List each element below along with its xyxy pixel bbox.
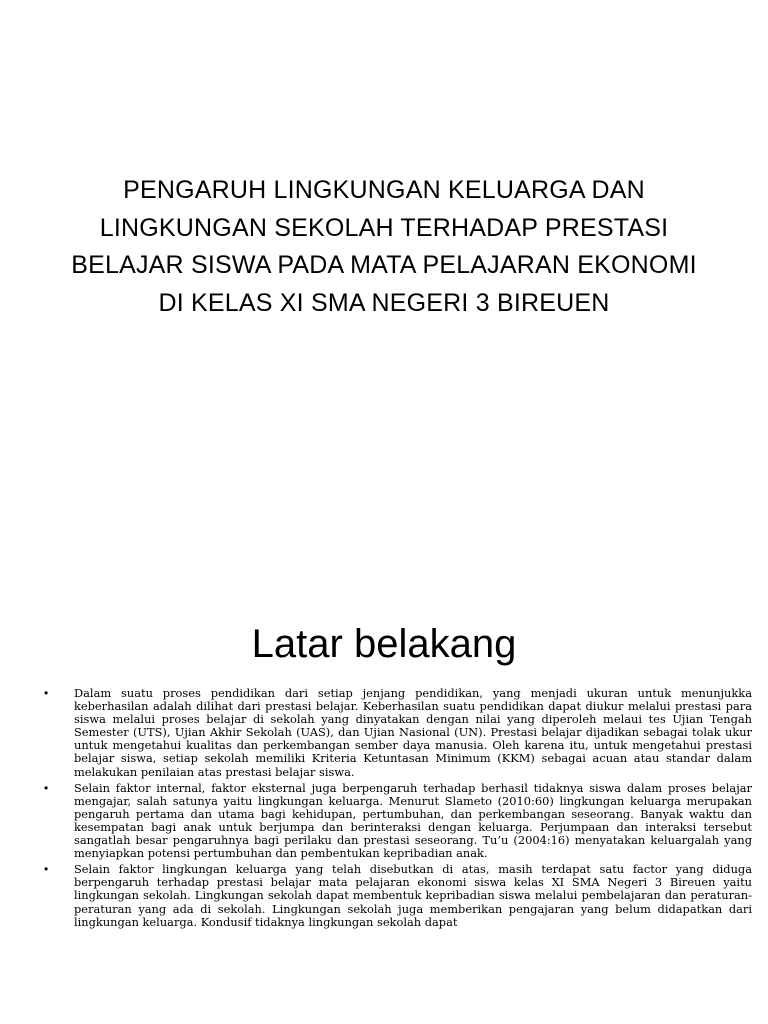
content-slide <box>0 596 768 1024</box>
slide-title-line-3: BELAJAR SISWA PADA MATA PELAJARAN EKONOMI <box>71 251 697 279</box>
bullet-icon: • <box>44 686 49 700</box>
slide-title-line-2: LINGKUNGAN SEKOLAH TERHADAP PRESTASI <box>99 213 669 242</box>
bullet-text: Dalam suatu proses pendidikan dari setiap jenjang pendidikan, yang menjadi ukuran untuk menunjukka keberhasilan adalah dilihat dari prestasi belajar. Keberhasilan suatu pendidikan dapat diukur melalui prestasi para siswa melalui proses belajar di sekolah yang dinyatakan dengan nilai yang diperoleh melaui tes Ujian Tengah Semester (UTS), Ujian Akhir Sekolah (UAS), dan Ujian Nasional (UN). Prestasi belajar dijadikan sebagai tolak ukur untuk mengetahui kualitas dan perkembangan sember daya manusia. Oleh karena itu, untuk mengetahui prestasi belajar siswa, setiap sekolah memiliki Kriteria Ketuntasan Minimum (KKM) sebagai acuan atau standar dalam melakukan penilaian atas prestasi belajar siswa. <box>74 686 752 779</box>
bullet-text: Selain faktor lingkungan keluarga yang telah disebutkan di atas, masih terdapat satu factor yang diduga berpengaruh terhadap prestasi belajar mata pelajaran ekonomi siswa kelas XI SMA Negeri 3 Bireuen yaitu lingkungan sekolah. Lingkungan sekolah dapat membentuk kepribadian siswa melalui pembelajaran dan peraturan-peraturan yang ada di sekolah. Lingkungan sekolah juga memberikan pengajaran yang belum didapatkan dari lingkungan keluarga. Kondusif tidaknya lingkungan sekolah dapat <box>74 862 752 929</box>
bullet-list <box>40 687 752 932</box>
slide-title-line-4: DI KELAS XI SMA NEGERI 3 BIREUEN <box>158 288 610 317</box>
bullet-icon: • <box>44 780 49 795</box>
section-heading: Latar belakang <box>251 622 517 666</box>
slide-title <box>70 172 698 322</box>
bullet-item-1 <box>40 687 752 779</box>
bullet-item-2 <box>40 782 752 861</box>
bullet-text: Selain faktor internal, faktor eksternal juga berpengaruh terhadap berhasil tidaknya siswa dalam proses belajar mengajar, salah satunya yaitu lingkungan keluarga. Menurut Slameto (2010:60) lingkungan keluarga merupakan pengaruh pertama dan utama bagi kehidupan, pertumbuhan, dan perkembangan seseorang. Banyak waktu dan kesempatan bagi anak untuk berjumpa dan berinteraksi dengan keluarga. Perjumpaan dan interaksi tersebut sangatlah besar pengaruhnya bagi perilaku dan prestasi seseorang. Tu’u (2004:16) menyatakan keluargalah yang menyiapkan potensi pertumbuhan dan pembentukan kepribadian anak. <box>74 780 752 861</box>
slide-title-line-1: PENGARUH LINGKUNGAN KELUARGA DAN <box>123 176 645 204</box>
bullet-icon: • <box>44 862 49 877</box>
bullet-item-3 <box>40 863 752 928</box>
